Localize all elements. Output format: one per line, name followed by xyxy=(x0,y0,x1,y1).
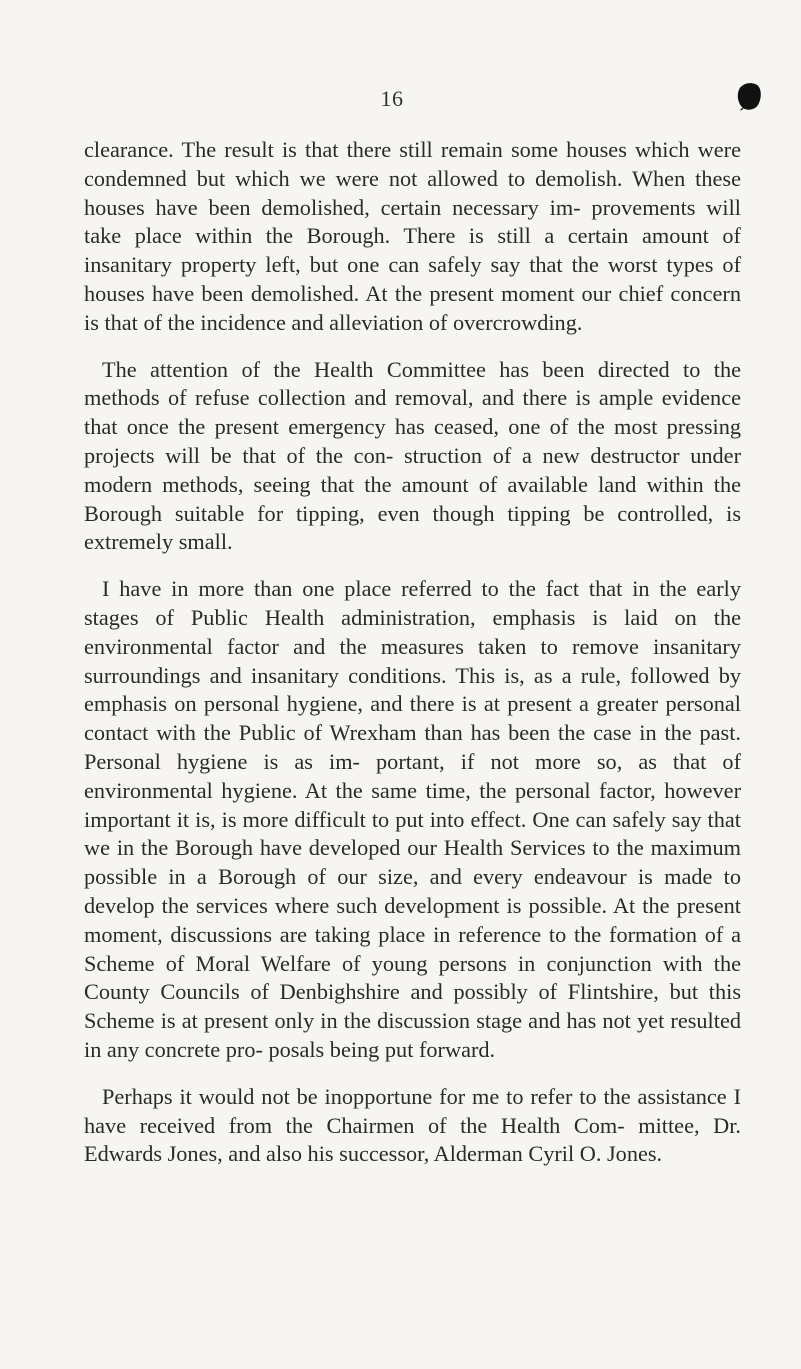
ink-blot-mark xyxy=(736,82,762,112)
body-text xyxy=(84,136,741,1187)
ink-blot-drip xyxy=(740,107,744,110)
ink-blot-shape xyxy=(738,83,761,110)
paragraph-acknowledgement: Perhaps it would not be inopportune for me to refer to the assistance I have received from the Chairmen of the Health Com- mittee, Dr. Edwards Jones, and also his successor, Alderman Cyril O. Jones. xyxy=(84,1083,741,1167)
paragraph-personal-hygiene: I have in more than one place referred to the fact that in the early stages of Public Health administration, emphasis is laid on the environmental factor and the measures taken to remove insanitary surroundings and insanitary conditions. This is, as a rule, followed by emphasis on personal hygiene, and there is at present a greater personal contact with the Public of Wrexham than has been the case in the past. Personal hygiene is as im- portant, if not more so, as that of environmental hygiene. At the same time, the personal factor, however important it is, is more difficult to put into effect. One can safely say that we in the Borough have developed our Health Services to the maximum possible in a Borough of our size, and every endeavour is made to develop the services where such development is possible. At the present moment, discussions are taking place in reference to the formation of a Scheme of Moral Welfare of young persons in conjunction with the County Councils of Denbighshire and possibly of Flintshire, but this Scheme is at present only in the discussion stage and has not yet resulted in any concrete pro- posals being put forward. xyxy=(84,576,741,1062)
page-number: 16 xyxy=(380,86,404,111)
paragraph-clearance: clearance. The result is that there still remain some houses which were condemned but which we were not allowed to demolish. When these houses have been demolished, certain necessary im- provements will take place within the Borough. There is still a certain amount of insanitary property left, but one can safely say that the worst types of houses have been demolished. At the present moment our chief concern is that of the incidence and alleviation of overcrowding. xyxy=(84,137,741,335)
paragraph-refuse-collection: The attention of the Health Committee has been directed to the methods of refuse collection and removal, and there is ample evidence that once the present emergency has ceased, one of the most pressing projects will be that of the con- struction of a new destructor under modern methods, seeing that the amount of available land within the Borough suitable for tipping, even though tipping be controlled, is extremely small. xyxy=(84,356,741,555)
